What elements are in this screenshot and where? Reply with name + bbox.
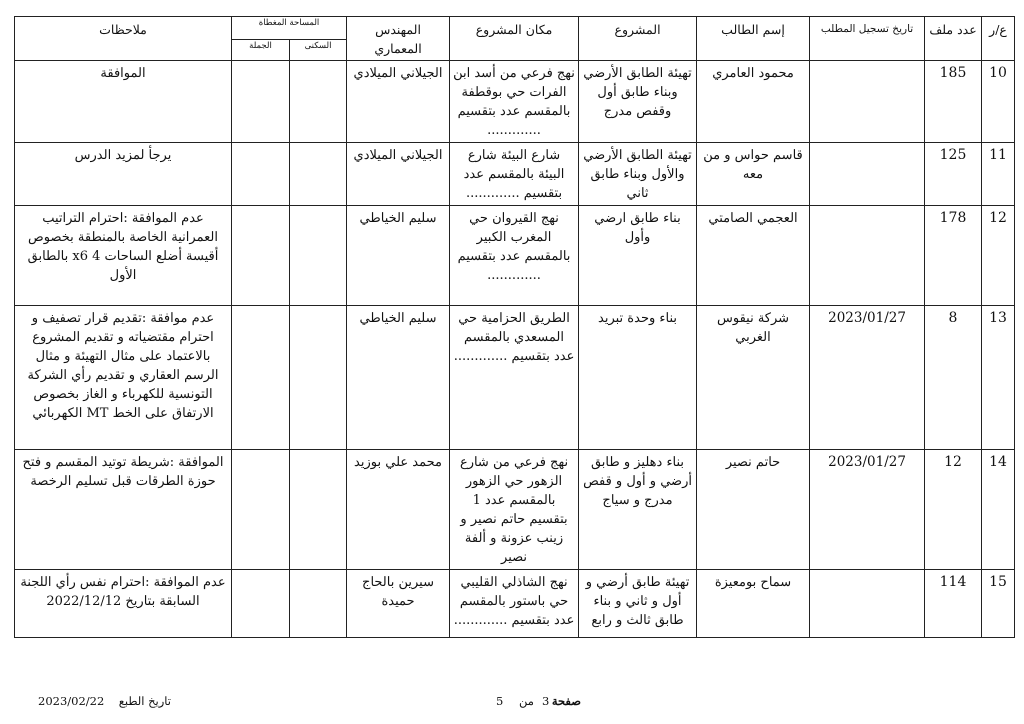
row-number: 11 [982, 143, 1015, 206]
area-residential-cell [290, 450, 347, 570]
header-area-total: الجملة [232, 39, 290, 60]
registration-date [810, 143, 925, 206]
area-residential-cell [290, 306, 347, 450]
notes-cell: عدم الموافقة :احترام التراتيب العمرانية الخاصة بالمنطقة بخصوص أقيسة أضلع الساحات 4 x6 بالطابق الأول [15, 206, 232, 306]
project-location: نهج الشاذلي القليبي حي باستور بالمقسم عدد بتقسيم ............. [450, 570, 579, 638]
area-total-cell [232, 450, 290, 570]
file-number: 114 [925, 570, 982, 638]
header-area-residential: السكنى [290, 39, 347, 60]
header-row-no: ع/ر [982, 17, 1015, 61]
project-location: نهج القيروان حي المغرب الكبير بالمقسم عدد بتقسيم ............. [450, 206, 579, 306]
page-number: 3 [542, 694, 550, 708]
notes-cell: يرجأ لمزيد الدرس [15, 143, 232, 206]
header-row [15, 17, 1015, 40]
page-of-label: من [519, 694, 534, 708]
print-date: 2023/02/22 [38, 694, 105, 708]
table-row [15, 306, 1015, 450]
project-location: الطريق الحزامية حي المسعدي بالمقسم عدد بتقسيم ............. [450, 306, 579, 450]
project-location: شارع البيئة شارع البيئة بالمقسم عدد بتقسيم ............. [450, 143, 579, 206]
header-covered-area: المساحة المغطاة [232, 17, 347, 40]
applicant-name: حاتم نصير [697, 450, 810, 570]
row-number: 15 [982, 570, 1015, 638]
row-number: 12 [982, 206, 1015, 306]
architect-name: الجيلاني الميلادي [347, 143, 450, 206]
area-total-cell [232, 206, 290, 306]
print-date-label: تاريخ الطبع [118, 694, 171, 708]
area-total-cell [232, 570, 290, 638]
notes-cell: عدم موافقة :تقديم قرار تصفيف و احترام مقتضياته و تقديم المشروع بالاعتماد على مثال التهيئة و مثال الرسم العقاري و تقديم رأي الشركة التونسية للكهرباء و الغاز بخصوص الارتفاق على الخط MT الكهربائي [15, 306, 232, 450]
registration-date: 2023/01/27 [810, 306, 925, 450]
file-number: 125 [925, 143, 982, 206]
header-location: مكان المشروع [450, 17, 579, 61]
file-number: 178 [925, 206, 982, 306]
notes-cell: الموافقة :شريطة توتيد المقسم و فتح حوزة الطرقات قبل تسليم الرخصة [15, 450, 232, 570]
project-description: تهيئة طابق أرضي و أول و ثاني و بناء طابق ثالث و رابع [579, 570, 697, 638]
table-row [15, 206, 1015, 306]
register-sheet [14, 16, 1014, 638]
table-row [15, 450, 1015, 570]
area-total-cell [232, 143, 290, 206]
project-description: تهيئة الطابق الأرضي وبناء طابق أول وقفص مدرج [579, 61, 697, 143]
project-location: نهج فرعي من شارع الزهور حي الزهور بالمقسم عدد 1 بتقسيم حاتم نصير و زينب عزونة و ألفة نصير [450, 450, 579, 570]
page-label: صفحة [551, 694, 581, 708]
header-project: المشروع [579, 17, 697, 61]
architect-name: سليم الخياطي [347, 206, 450, 306]
header-notes: ملاحظات [15, 17, 232, 61]
table-row [15, 61, 1015, 143]
project-description: بناء وحدة تبريد [579, 306, 697, 450]
architect-name: سيرين بالحاج حميدة [347, 570, 450, 638]
notes-cell: عدم الموافقة :احترام نفس رأي اللجنة السابقة بتاريخ 2022/12/12 [15, 570, 232, 638]
project-description: بناء طابق ارضي وأول [579, 206, 697, 306]
project-location: نهج فرعي من أسد ابن الفرات حي بوقطفة بالمقسم عدد بتقسيم ............. [450, 61, 579, 143]
architect-name: الجيلاني الميلادي [347, 61, 450, 143]
file-number: 185 [925, 61, 982, 143]
applicant-name: محمود العامري [697, 61, 810, 143]
page-footer [0, 692, 1024, 712]
area-residential-cell [290, 143, 347, 206]
table-row [15, 570, 1015, 638]
applicant-name: سماح بومعيزة [697, 570, 810, 638]
registration-date: 2023/01/27 [810, 450, 925, 570]
architect-name: سليم الخياطي [347, 306, 450, 450]
header-registration-date: تاريخ تسجيل المطلب [810, 17, 925, 61]
registration-date [810, 206, 925, 306]
architect-name: محمد علي بوزيد [347, 450, 450, 570]
area-residential-cell [290, 206, 347, 306]
area-total-cell [232, 306, 290, 450]
header-file-no: عدد ملف [925, 17, 982, 61]
header-applicant: إسم الطالب [697, 17, 810, 61]
project-description: بناء دهليز و طابق أرضي و أول و قفص مدرج و سياج [579, 450, 697, 570]
file-number: 12 [925, 450, 982, 570]
page-total: 5 [496, 694, 504, 708]
file-number: 8 [925, 306, 982, 450]
registration-date [810, 61, 925, 143]
project-description: تهيئة الطابق الأرضي والأول وبناء طابق ثاني [579, 143, 697, 206]
row-number: 14 [982, 450, 1015, 570]
notes-cell: الموافقة [15, 61, 232, 143]
permit-register-table [14, 16, 1015, 638]
area-residential-cell [290, 61, 347, 143]
row-number: 10 [982, 61, 1015, 143]
header-architect: المهندس المعماري [347, 17, 450, 61]
area-total-cell [232, 61, 290, 143]
applicant-name: قاسم حواس و من معه [697, 143, 810, 206]
applicant-name: العجمي الصامتي [697, 206, 810, 306]
row-number: 13 [982, 306, 1015, 450]
area-residential-cell [290, 570, 347, 638]
applicant-name: شركة نيقوس الغربي [697, 306, 810, 450]
registration-date [810, 570, 925, 638]
table-row [15, 143, 1015, 206]
